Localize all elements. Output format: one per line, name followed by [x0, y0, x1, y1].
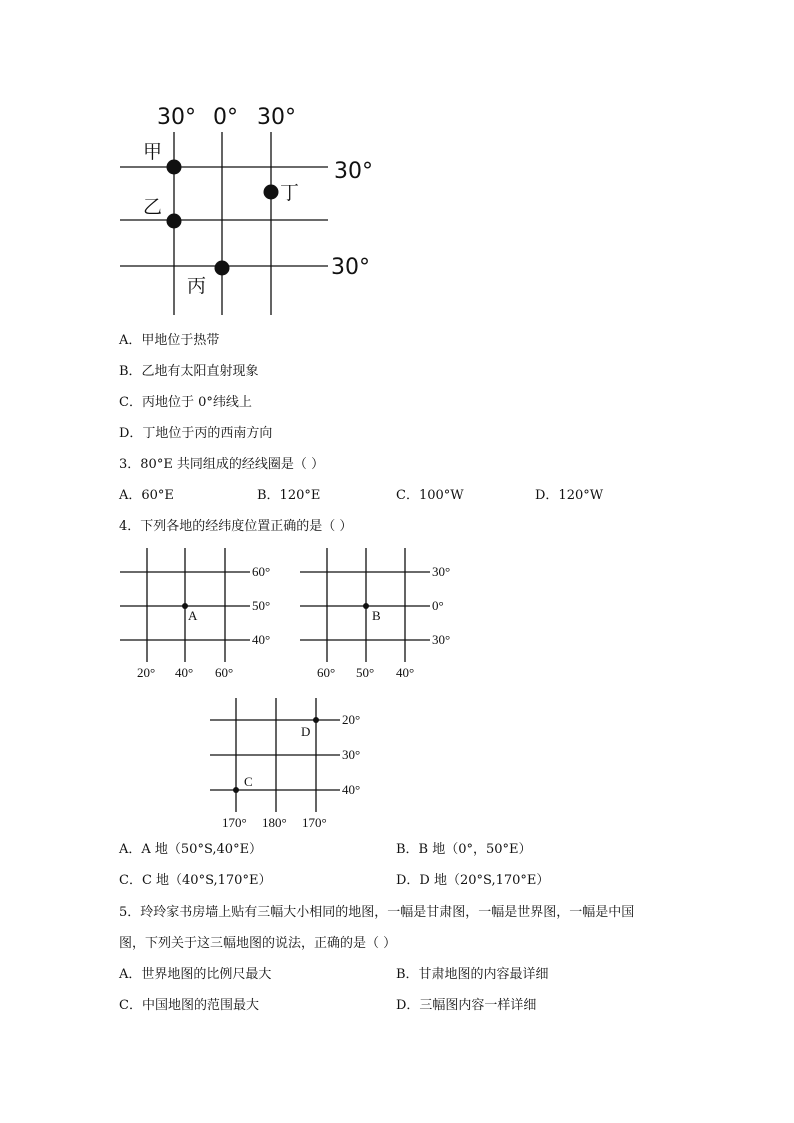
label-bing: 丙 — [187, 275, 207, 297]
map-cd-lat-3: 40° — [342, 782, 361, 797]
label-yi: 乙 — [143, 196, 163, 218]
q4-option-b: B．B 地（0°，50°E） — [396, 842, 532, 857]
q4-stem: 4．下列各地的经纬度位置正确的是（ ） — [119, 519, 353, 534]
q3-option-a: A．60°E — [119, 488, 174, 503]
q5-stem-line-1: 5．玲玲家书房墙上贴有三幅大小相同的地图，一幅是甘肃图，一幅是世界图，一幅是中国 — [119, 905, 635, 920]
right-label-1: 30° — [334, 159, 373, 184]
map-b-lat-3: 30° — [432, 632, 451, 647]
top-label-3: 30° — [257, 105, 296, 130]
point-jia — [167, 160, 182, 175]
label-b: B — [372, 608, 381, 623]
point-c — [233, 787, 239, 793]
map-cd-lat-1: 20° — [342, 712, 361, 727]
q5-option-d: D．三幅图内容一样详细 — [396, 998, 537, 1013]
label-d: D — [301, 724, 311, 739]
point-bing — [215, 261, 230, 276]
map-b-lon-2: 50° — [356, 665, 375, 680]
map-a-lon-2: 40° — [175, 665, 194, 680]
map-cd-lon-1: 170° — [222, 815, 247, 830]
q3-option-c: C．100°W — [396, 488, 464, 503]
map-b-lon-1: 60° — [317, 665, 336, 680]
q2-option-c: C．丙地位于 0°纬线上 — [119, 395, 252, 410]
map-cd — [210, 698, 360, 830]
top-label-1: 30° — [157, 105, 196, 130]
map-a — [120, 548, 270, 680]
q5-stem-line-2: 图，下列关于这三幅地图的说法，正确的是（ ） — [119, 936, 397, 951]
q2-option-d: D．丁地位于丙的西南方向 — [119, 426, 273, 441]
map-a-lat-2: 50° — [252, 598, 271, 613]
map-a-lat-1: 60° — [252, 564, 271, 579]
map-cd-lon-2: 180° — [262, 815, 287, 830]
point-ding — [264, 185, 279, 200]
map-cd-lon-3: 170° — [302, 815, 327, 830]
label-c: C — [244, 774, 253, 789]
q2-option-a: A．甲地位于热带 — [119, 333, 220, 348]
map-a-lon-3: 60° — [215, 665, 234, 680]
label-jia: 甲 — [143, 141, 163, 163]
q3-option-d: D．120°W — [535, 488, 604, 503]
label-a: A — [188, 608, 198, 623]
top-label-2: 0° — [213, 105, 238, 130]
map-b-lat-1: 30° — [432, 564, 451, 579]
q3-option-b: B．120°E — [257, 488, 321, 503]
q5-option-b: B．甘肃地图的内容最详细 — [396, 967, 549, 982]
point-d — [313, 717, 319, 723]
q5-option-c: C．中国地图的范围最大 — [119, 998, 259, 1013]
q2-option-b: B．乙地有太阳直射现象 — [119, 364, 259, 379]
q4-option-a: A．A 地（50°S,40°E） — [119, 842, 263, 857]
q5-option-a: A．世界地图的比例尺最大 — [119, 967, 272, 982]
q3-stem: 3．80°E 共同组成的经线圈是（ ） — [119, 457, 325, 472]
map-cd-lat-2: 30° — [342, 747, 361, 762]
label-ding: 丁 — [280, 182, 300, 204]
map-a-lat-3: 40° — [252, 632, 271, 647]
right-label-2: 30° — [331, 255, 370, 280]
map-b — [300, 548, 450, 680]
q4-option-d: D．D 地（20°S,170°E） — [396, 873, 550, 888]
point-b — [363, 603, 369, 609]
map-a-lon-1: 20° — [137, 665, 156, 680]
map-b-lat-2: 0° — [432, 598, 444, 613]
map-b-lon-3: 40° — [396, 665, 415, 680]
q4-option-c: C．C 地（40°S,170°E） — [119, 873, 272, 888]
point-yi — [167, 214, 182, 229]
